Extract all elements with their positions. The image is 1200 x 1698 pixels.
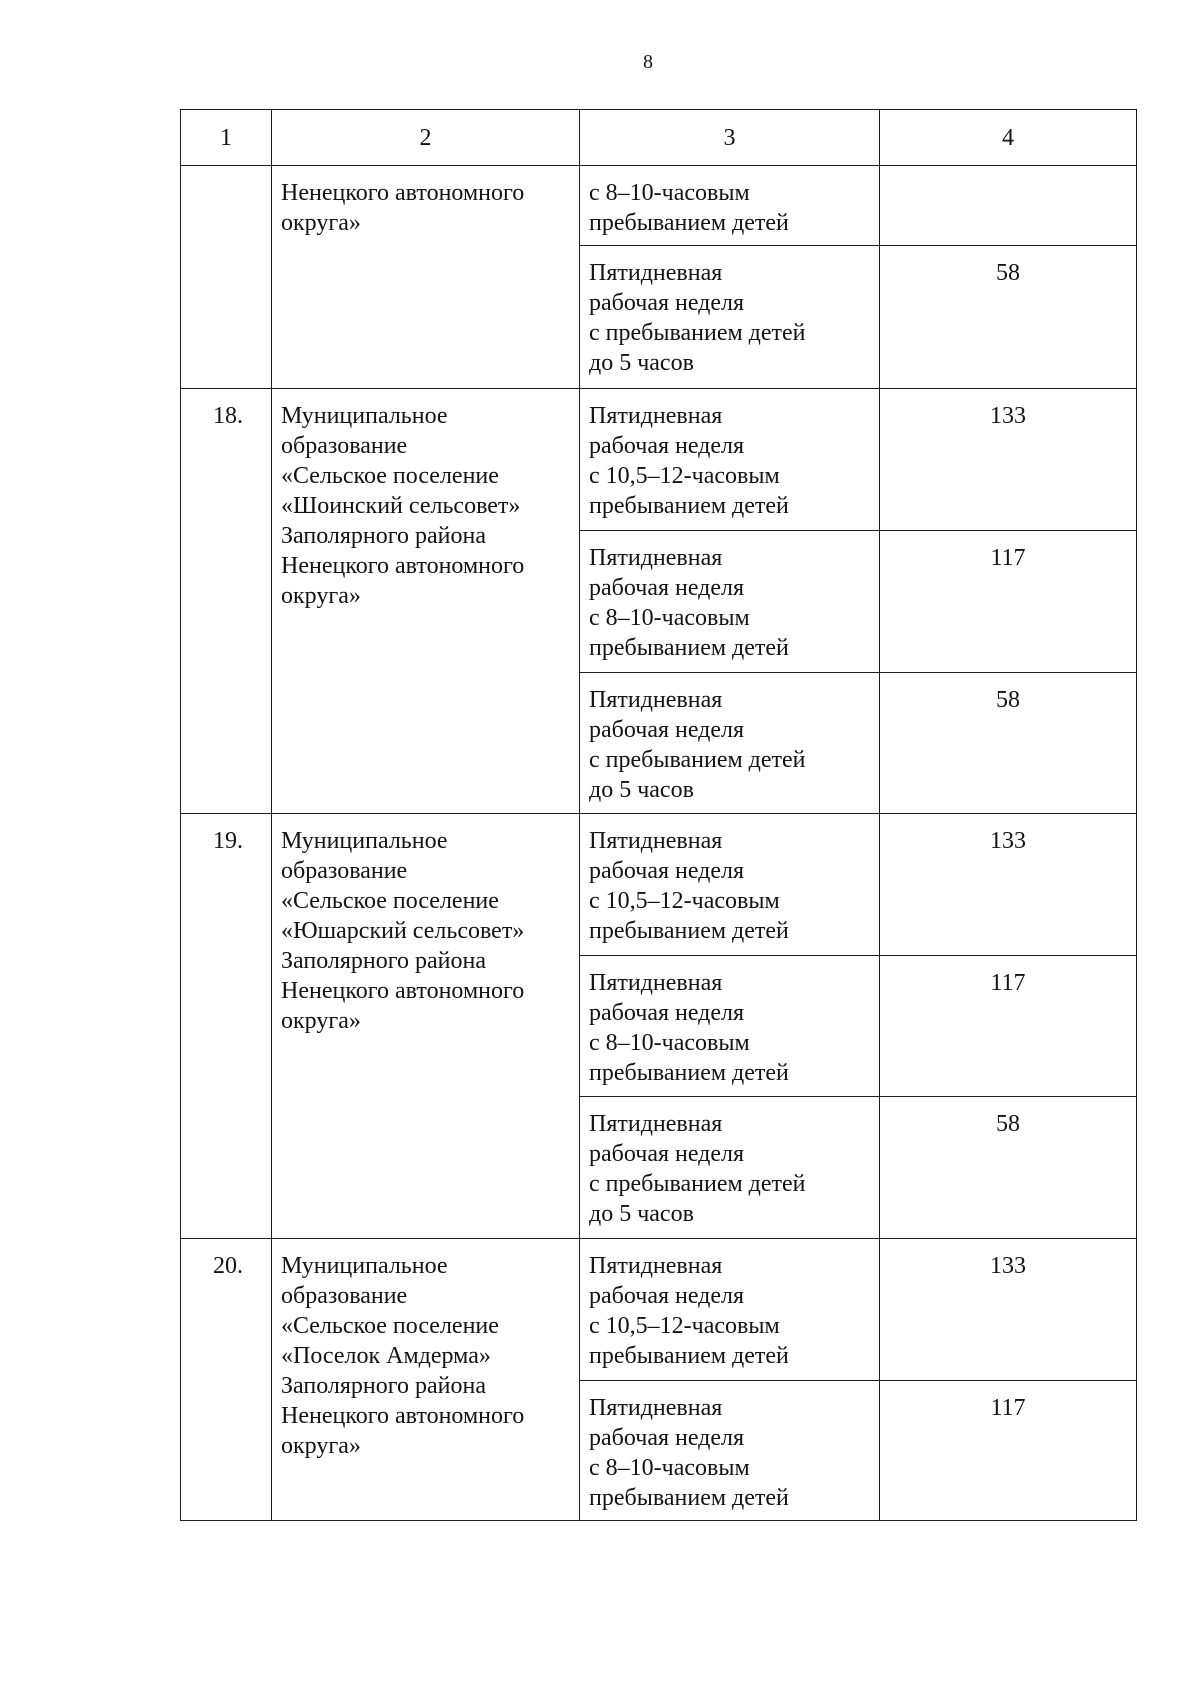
schedule-mode: Пятидневная рабочая неделя с 8–10-часовым пребыванием детей	[580, 1381, 880, 1521]
schedule-mode: Пятидневная рабочая неделя с пребыванием детей до 5 часов	[580, 673, 880, 814]
table-row	[181, 1239, 1137, 1381]
municipality-name: Муниципальное образование «Сельское поселение «Юшарский сельсовет» Заполярного района Ненецкого автономного округа»	[272, 814, 580, 1239]
column-header-number: 1	[181, 110, 272, 166]
schedule-mode: Пятидневная рабочая неделя с 10,5–12-часовым пребыванием детей	[580, 1239, 880, 1381]
schedule-value	[880, 166, 1137, 246]
column-header-schedule: 3	[580, 110, 880, 166]
schedule-value: 117	[880, 531, 1137, 673]
column-header-municipality: 2	[272, 110, 580, 166]
schedule-value: 117	[880, 956, 1137, 1097]
table-row	[181, 389, 1137, 531]
schedule-value: 58	[880, 246, 1137, 389]
schedule-mode: Пятидневная рабочая неделя с 10,5–12-часовым пребыванием детей	[580, 814, 880, 956]
schedule-value: 133	[880, 1239, 1137, 1381]
municipality-name: Муниципальное образование «Сельское поселение «Шоинский сельсовет» Заполярного района Ненецкого автономного округа»	[272, 389, 580, 814]
table-row	[181, 814, 1137, 956]
schedule-value: 117	[880, 1381, 1137, 1521]
table-header-row	[181, 110, 1137, 166]
schedule-mode: Пятидневная рабочая неделя с 10,5–12-часовым пребыванием детей	[580, 389, 880, 531]
row-number: 18.	[181, 389, 272, 814]
municipality-name: Ненецкого автономного округа»	[272, 166, 580, 389]
schedule-mode: Пятидневная рабочая неделя с пребыванием детей до 5 часов	[580, 1097, 880, 1239]
schedule-value: 58	[880, 673, 1137, 814]
row-number	[181, 166, 272, 389]
schedule-mode: Пятидневная рабочая неделя с 8–10-часовым пребыванием детей	[580, 531, 880, 673]
row-number: 20.	[181, 1239, 272, 1521]
page-number: 8	[643, 51, 653, 73]
municipality-name: Муниципальное образование «Сельское поселение «Поселок Амдерма» Заполярного района Ненецкого автономного округа»	[272, 1239, 580, 1521]
table-row	[181, 166, 1137, 246]
schedule-value: 58	[880, 1097, 1137, 1239]
schedule-value: 133	[880, 389, 1137, 531]
schedule-mode: Пятидневная рабочая неделя с пребыванием детей до 5 часов	[580, 246, 880, 389]
table-body	[181, 166, 1137, 1521]
row-number: 19.	[181, 814, 272, 1239]
schedule-value: 133	[880, 814, 1137, 956]
tariff-table	[180, 109, 1137, 1521]
schedule-mode: Пятидневная рабочая неделя с 8–10-часовым пребыванием детей	[580, 956, 880, 1097]
column-header-value: 4	[880, 110, 1137, 166]
schedule-mode: с 8–10-часовым пребыванием детей	[580, 166, 880, 246]
